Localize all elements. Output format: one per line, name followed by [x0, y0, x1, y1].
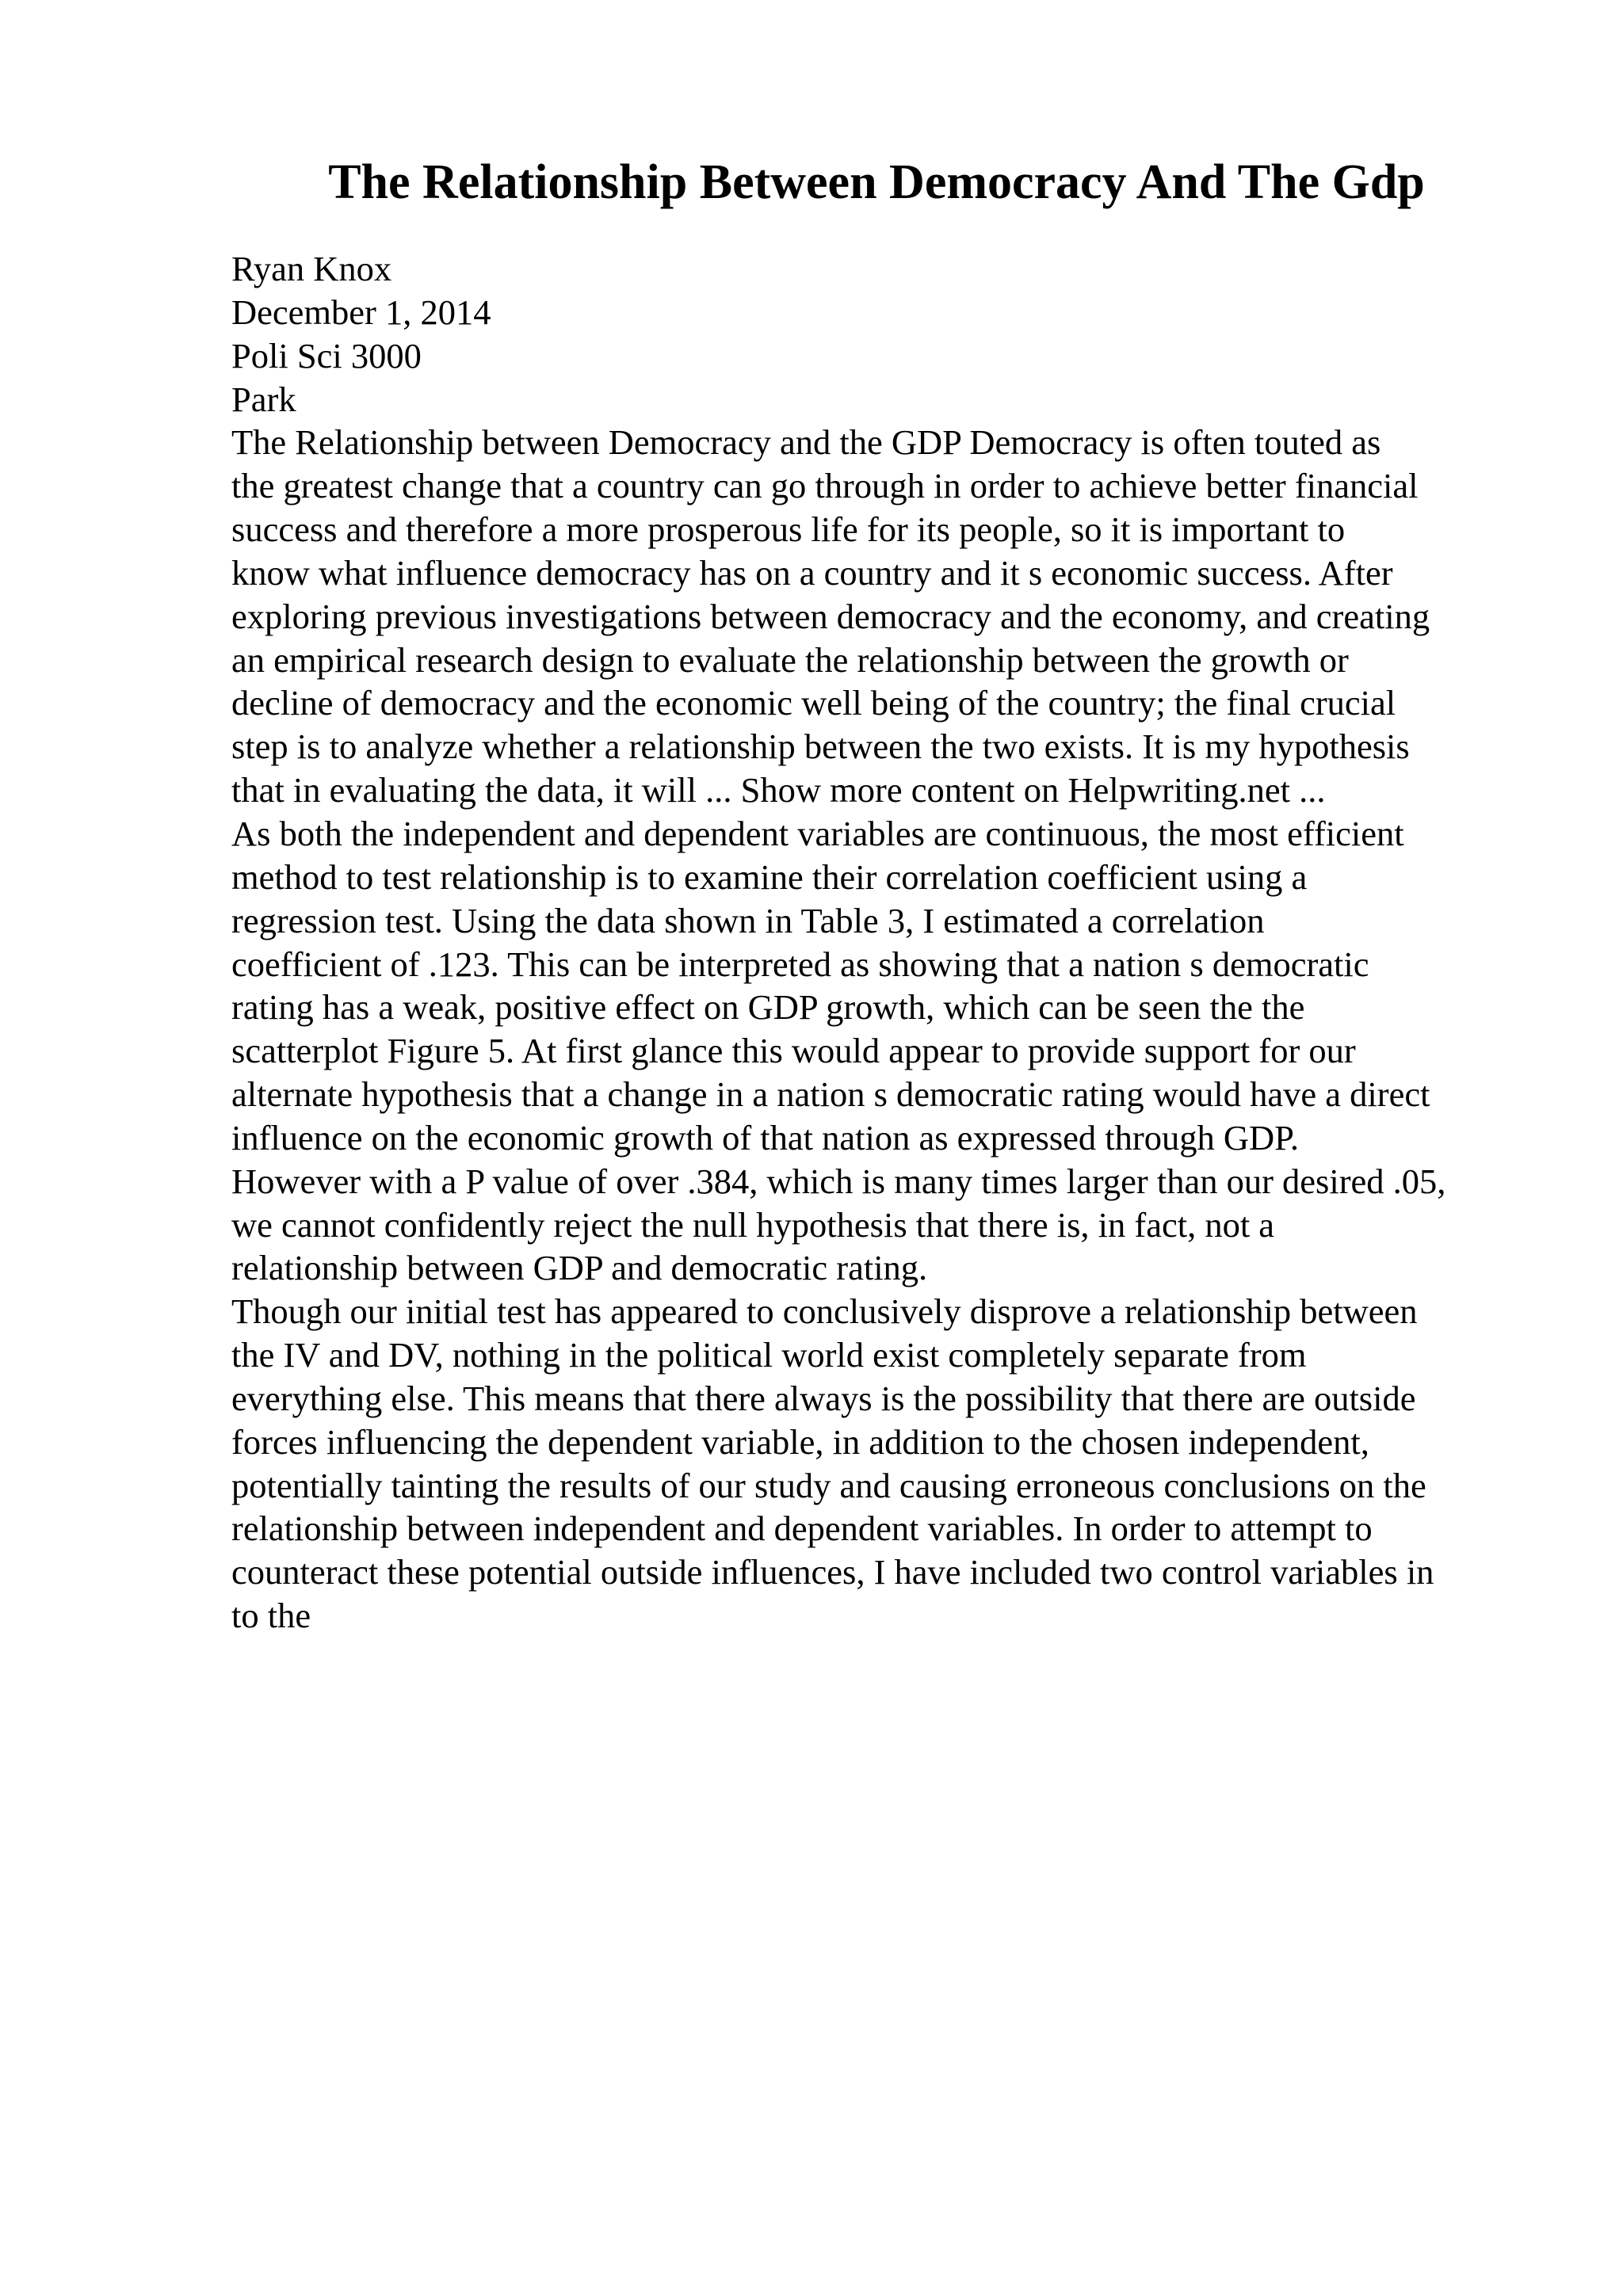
text-line: method to test relationship is to examine their correlation coefficient using a — [231, 856, 1308, 897]
document-title: The Relationship Between Democracy And The Gdp — [328, 155, 1425, 209]
text-line: the greatest change that a country can go through in order to achieve better financial — [231, 466, 1419, 506]
text-line: As both the independent and dependent variables are continuous, the most efficient — [231, 813, 1404, 853]
text-line: know what influence democracy has on a country and it s economic success. After — [231, 552, 1393, 593]
text-line: rating has a weak, positive effect on GDP growth, which can be seen the the — [231, 987, 1305, 1028]
text-line: that in evaluating the data, it will ... Show more content on Helpwriting.net ... — [231, 770, 1326, 810]
text-line: Though our initial test has appeared to conclusively disprove a relationship between — [231, 1291, 1418, 1332]
text-line: However with a P value of over .384, which is many times larger than our desired .05, — [231, 1161, 1446, 1201]
text-line: scatterplot Figure 5. At first glance this would appear to provide support for our — [231, 1031, 1356, 1071]
date-line: December 1, 2014 — [231, 292, 491, 332]
paragraph-controls — [231, 1290, 1594, 1638]
author-line: Ryan Knox — [231, 249, 392, 288]
text-line: decline of democracy and the economic well being of the country; the final crucial — [231, 683, 1396, 723]
text-line: we cannot confidently reject the null hypothesis that there is, in fact, not a — [231, 1204, 1275, 1245]
document-body — [231, 247, 1594, 1638]
document-header — [231, 247, 1594, 421]
text-line: forces influencing the dependent variable, in addition to the chosen independent, — [231, 1421, 1369, 1462]
text-line: everything else. This means that there always is the possibility that there are outside — [231, 1378, 1416, 1418]
paragraph-analysis — [231, 812, 1594, 1290]
text-line: counteract these potential outside influences, I have included two control variables in — [231, 1552, 1434, 1592]
text-line: alternate hypothesis that a change in a nation s democratic rating would have a direct — [231, 1074, 1430, 1115]
text-line: potentially tainting the results of our study and causing erroneous conclusions on the — [231, 1465, 1426, 1505]
text-line: The Relationship between Democracy and the GDP Democracy is often touted as — [231, 422, 1381, 463]
text-line: to the — [231, 1596, 311, 1636]
text-line: coefficient of .123. This can be interpreted as showing that a nation s democratic — [231, 944, 1369, 984]
course-line: Poli Sci 3000 — [231, 335, 422, 376]
text-line: relationship between independent and dependent variables. In order to attempt to — [231, 1508, 1373, 1549]
instructor-line: Park — [231, 379, 296, 419]
text-line: the IV and DV, nothing in the political world exist completely separate from — [231, 1335, 1307, 1375]
text-line: regression test. Using the data shown in Table 3, I estimated a correlation — [231, 900, 1265, 940]
text-line: an empirical research design to evaluate the relationship between the growth or — [231, 639, 1349, 680]
paragraph-intro — [231, 421, 1594, 812]
text-line: exploring previous investigations between democracy and the economy, and creating — [231, 596, 1430, 636]
text-line: step is to analyze whether a relationship between the two exists. It is my hypothesis — [231, 727, 1410, 767]
text-line: relationship between GDP and democratic rating. — [231, 1248, 928, 1288]
text-line: influence on the economic growth of that nation as expressed through GDP. — [231, 1117, 1300, 1158]
text-line: success and therefore a more prosperous life for its people, so it is important to — [231, 509, 1346, 550]
